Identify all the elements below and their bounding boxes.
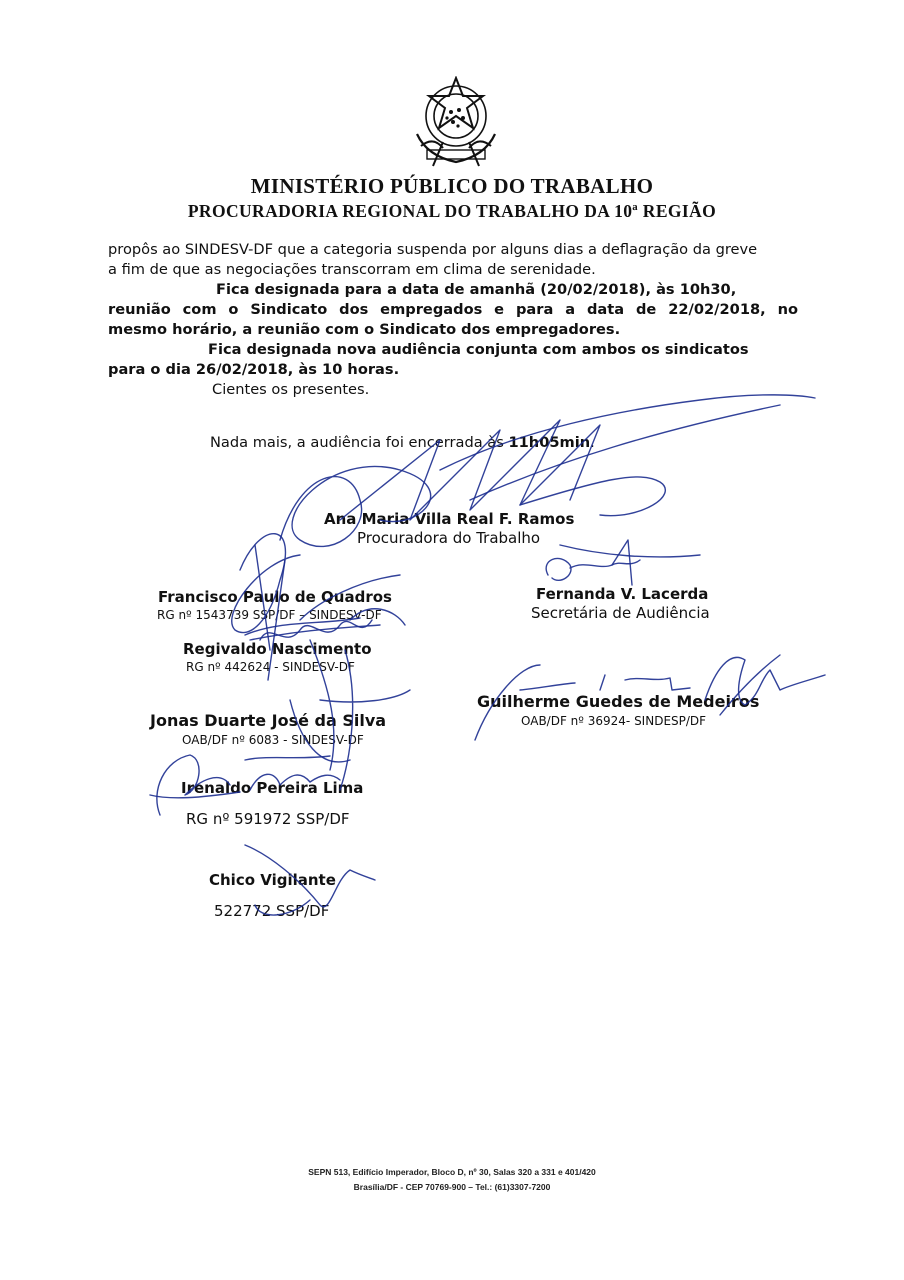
signer-name-irenaldo: Irenaldo Pereira Lima	[181, 779, 364, 797]
document-body	[108, 240, 798, 400]
signer-role-procuradora: Procuradora do Trabalho	[357, 529, 541, 547]
para2-line1: Fica designada para a data de amanhã (20/02/2018), às 10h30,	[216, 281, 737, 298]
cientes-line: Cientes os presentes.	[212, 381, 370, 398]
signer-name-chico: Chico Vigilante	[209, 871, 336, 889]
closing-suffix: .	[590, 434, 595, 451]
signer-name-regivaldo: Regivaldo Nascimento	[183, 640, 372, 658]
para2-line3: mesmo horário, a reunião com o Sindicato dos empregadores.	[108, 321, 621, 338]
signer-role-fernanda: Secretária de Audiência	[531, 604, 710, 622]
signature-francisco	[232, 534, 400, 680]
signer-name-fernanda: Fernanda V. Lacerda	[536, 585, 709, 603]
signer-name-guilherme: Guilherme Guedes de Medeiros	[477, 692, 760, 711]
brazil-coat-of-arms-icon	[413, 76, 499, 168]
para3-line2: para o dia 26/02/2018, às 10 horas.	[108, 361, 400, 378]
signer-id-guilherme: OAB/DF nº 36924- SINDESP/DF	[521, 714, 707, 728]
signer-id-irenaldo: RG nº 591972 SSP/DF	[186, 810, 350, 828]
para2-line2: reunião com o Sindicato dos empregados e para a data de 22/02/2018, no	[108, 301, 798, 318]
signer-name-francisco: Francisco Paulo de Quadros	[158, 588, 392, 606]
closing-line	[210, 434, 595, 451]
signature-fernanda	[546, 540, 700, 585]
para3-line1: Fica designada nova audiência conjunta com ambos os sindicatos	[208, 341, 749, 358]
signer-name-procuradora: Ana Maria Villa Real F. Ramos	[324, 510, 575, 528]
closing-prefix: Nada mais, a audiência foi encerrada às	[210, 434, 509, 451]
closing-time: 11h05min	[508, 434, 591, 451]
para1-line2: a fim de que as negociações transcorram em clima de serenidade.	[108, 261, 596, 278]
footer-address: SEPN 513, Edifício Imperador, Bloco D, nº 30, Salas 320 a 331 e 401/420	[308, 1167, 596, 1177]
para1-line1: propôs ao SINDESV-DF que a categoria suspenda por alguns dias a deflagração da greve	[108, 241, 758, 258]
institution-title: MINISTÉRIO PÚBLICO DO TRABALHO	[250, 174, 654, 198]
institution-subtitle: PROCURADORIA REGIONAL DO TRABALHO DA 10ª REGIÃO	[187, 201, 717, 221]
signer-name-jonas: Jonas Duarte José da Silva	[150, 711, 387, 730]
signer-id-chico: 522772 SSP/DF	[214, 902, 330, 920]
signer-id-francisco: RG nº 1543739 SSP/DF – SINDESV-DF	[157, 608, 382, 622]
footer-contact: Brasília/DF - CEP 70769-900 – Tel.: (61)3307-7200	[353, 1182, 551, 1192]
signer-id-jonas: OAB/DF nº 6083 - SINDESV-DF	[182, 733, 364, 747]
signer-id-regivaldo: RG nº 442624 - SINDESV-DF	[186, 660, 355, 674]
